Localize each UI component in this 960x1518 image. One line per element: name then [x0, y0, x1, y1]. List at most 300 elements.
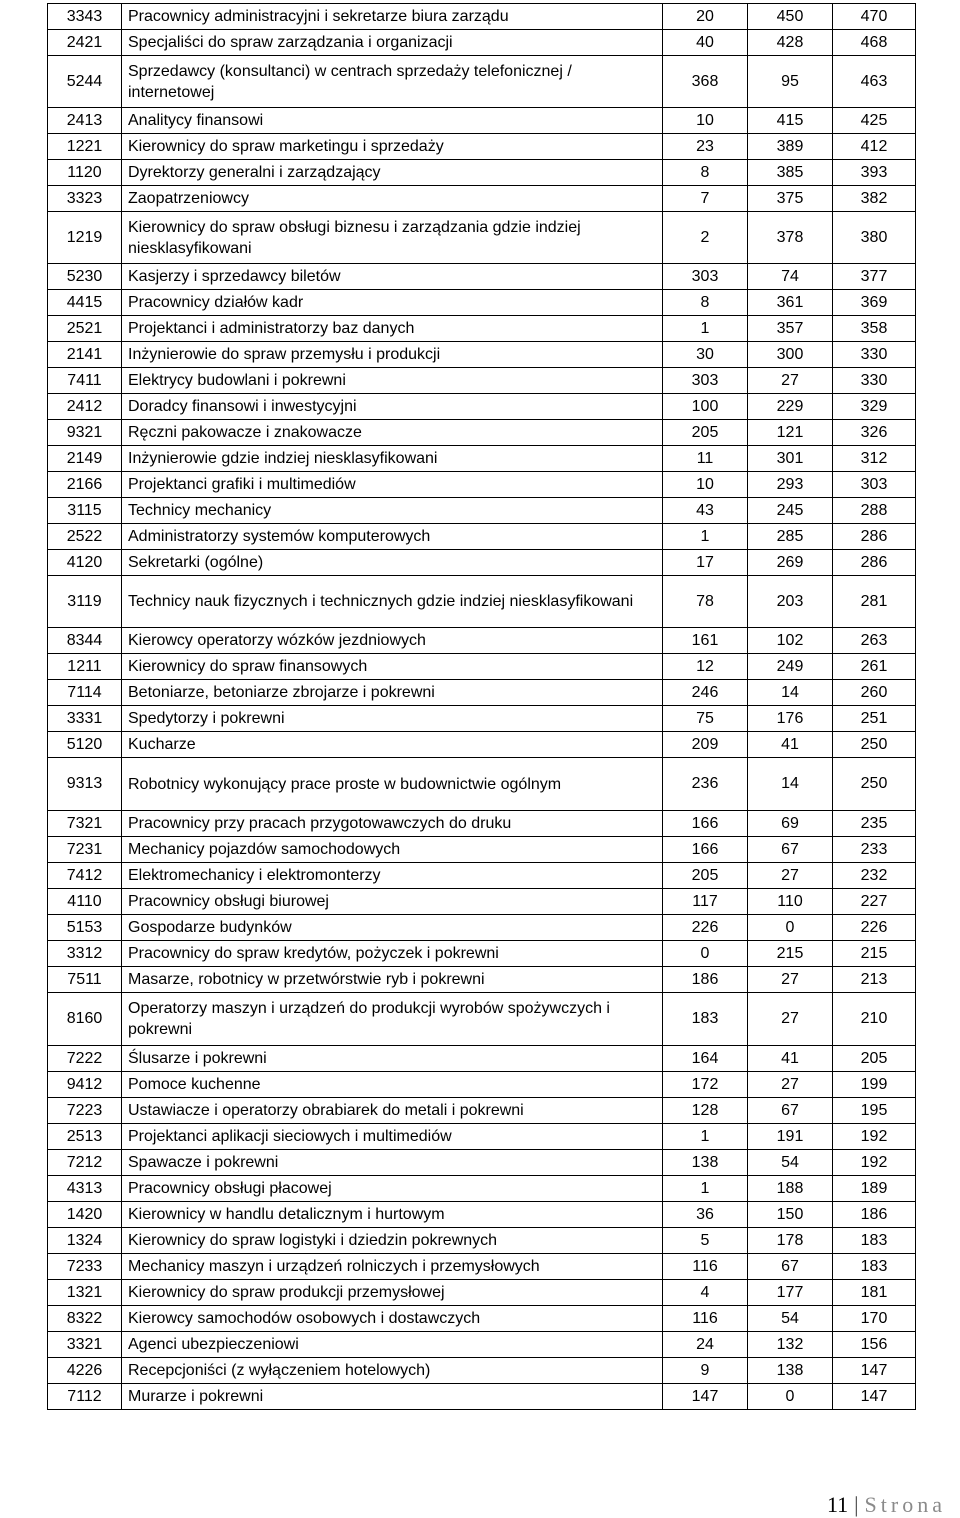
total-cell: 181	[833, 1280, 916, 1306]
value-b-cell: 14	[748, 758, 833, 811]
value-b-cell: 178	[748, 1228, 833, 1254]
value-a-cell: 236	[663, 758, 748, 811]
value-b-cell: 110	[748, 889, 833, 915]
value-a-cell: 100	[663, 394, 748, 420]
table-row	[48, 1306, 916, 1332]
value-a-cell: 7	[663, 186, 748, 212]
occupation-code-cell: 8344	[48, 628, 122, 654]
value-a-cell: 8	[663, 290, 748, 316]
page-footer	[827, 1492, 946, 1518]
occupations-table-body	[48, 4, 916, 1410]
value-b-cell: 95	[748, 56, 833, 108]
value-a-cell: 78	[663, 576, 748, 628]
occupation-code-cell: 2149	[48, 446, 122, 472]
value-b-cell: 74	[748, 264, 833, 290]
table-row	[48, 524, 916, 550]
value-a-cell: 147	[663, 1384, 748, 1410]
occupation-code-cell: 7511	[48, 967, 122, 993]
value-b-cell: 229	[748, 394, 833, 420]
occupation-name-cell: Ślusarze i pokrewni	[122, 1046, 663, 1072]
value-b-cell: 67	[748, 1254, 833, 1280]
total-cell: 189	[833, 1176, 916, 1202]
total-cell: 226	[833, 915, 916, 941]
total-cell: 286	[833, 550, 916, 576]
total-cell: 235	[833, 811, 916, 837]
total-cell: 186	[833, 1202, 916, 1228]
occupation-name-cell: Kierownicy do spraw logistyki i dziedzin pokrewnych	[122, 1228, 663, 1254]
table-row	[48, 394, 916, 420]
table-row	[48, 811, 916, 837]
total-cell: 425	[833, 108, 916, 134]
occupation-code-cell: 7231	[48, 837, 122, 863]
value-a-cell: 183	[663, 993, 748, 1046]
occupation-code-cell: 4415	[48, 290, 122, 316]
total-cell: 263	[833, 628, 916, 654]
value-a-cell: 75	[663, 706, 748, 732]
table-row	[48, 1358, 916, 1384]
table-row	[48, 967, 916, 993]
value-b-cell: 378	[748, 212, 833, 264]
occupation-code-cell: 1321	[48, 1280, 122, 1306]
value-a-cell: 186	[663, 967, 748, 993]
footer-page-word: Strona	[864, 1492, 946, 1517]
value-a-cell: 43	[663, 498, 748, 524]
total-cell: 261	[833, 654, 916, 680]
occupation-code-cell: 5230	[48, 264, 122, 290]
value-a-cell: 2	[663, 212, 748, 264]
occupation-code-cell: 3312	[48, 941, 122, 967]
value-b-cell: 27	[748, 1072, 833, 1098]
occupation-code-cell: 2421	[48, 30, 122, 56]
occupation-name-cell: Kierownicy do spraw marketingu i sprzedaży	[122, 134, 663, 160]
occupation-code-cell: 8160	[48, 993, 122, 1046]
value-a-cell: 36	[663, 1202, 748, 1228]
value-b-cell: 415	[748, 108, 833, 134]
value-b-cell: 121	[748, 420, 833, 446]
value-a-cell: 8	[663, 160, 748, 186]
total-cell: 251	[833, 706, 916, 732]
value-b-cell: 293	[748, 472, 833, 498]
table-row	[48, 1098, 916, 1124]
table-row	[48, 472, 916, 498]
value-a-cell: 368	[663, 56, 748, 108]
value-a-cell: 1	[663, 316, 748, 342]
occupation-code-cell: 9412	[48, 1072, 122, 1098]
value-a-cell: 303	[663, 264, 748, 290]
occupation-name-cell: Pracownicy obsługi płacowej	[122, 1176, 663, 1202]
value-b-cell: 191	[748, 1124, 833, 1150]
value-b-cell: 67	[748, 1098, 833, 1124]
occupation-code-cell: 4226	[48, 1358, 122, 1384]
occupation-name-cell: Ręczni pakowacze i znakowacze	[122, 420, 663, 446]
value-b-cell: 301	[748, 446, 833, 472]
table-row	[48, 160, 916, 186]
table-row	[48, 1228, 916, 1254]
value-a-cell: 205	[663, 863, 748, 889]
value-a-cell: 17	[663, 550, 748, 576]
value-b-cell: 138	[748, 1358, 833, 1384]
table-row	[48, 264, 916, 290]
occupation-name-cell: Administratorzy systemów komputerowych	[122, 524, 663, 550]
value-a-cell: 1	[663, 524, 748, 550]
total-cell: 183	[833, 1254, 916, 1280]
total-cell: 192	[833, 1150, 916, 1176]
value-a-cell: 20	[663, 4, 748, 30]
occupation-code-cell: 3115	[48, 498, 122, 524]
value-b-cell: 450	[748, 4, 833, 30]
total-cell: 260	[833, 680, 916, 706]
total-cell: 195	[833, 1098, 916, 1124]
value-b-cell: 14	[748, 680, 833, 706]
occupation-name-cell: Kasjerzy i sprzedawcy biletów	[122, 264, 663, 290]
table-row	[48, 1202, 916, 1228]
occupation-name-cell: Sekretarki (ogólne)	[122, 550, 663, 576]
occupation-name-cell: Projektanci grafiki i multimediów	[122, 472, 663, 498]
value-a-cell: 4	[663, 1280, 748, 1306]
value-b-cell: 27	[748, 993, 833, 1046]
total-cell: 380	[833, 212, 916, 264]
table-row	[48, 56, 916, 108]
occupation-code-cell: 1420	[48, 1202, 122, 1228]
occupation-code-cell: 5120	[48, 732, 122, 758]
table-row	[48, 446, 916, 472]
total-cell: 170	[833, 1306, 916, 1332]
value-b-cell: 54	[748, 1150, 833, 1176]
value-a-cell: 164	[663, 1046, 748, 1072]
occupation-name-cell: Spedytorzy i pokrewni	[122, 706, 663, 732]
occupation-code-cell: 2521	[48, 316, 122, 342]
occupation-name-cell: Technicy mechanicy	[122, 498, 663, 524]
occupation-name-cell: Pracownicy działów kadr	[122, 290, 663, 316]
total-cell: 377	[833, 264, 916, 290]
occupation-name-cell: Kierownicy do spraw finansowych	[122, 654, 663, 680]
table-row	[48, 212, 916, 264]
total-cell: 303	[833, 472, 916, 498]
value-b-cell: 150	[748, 1202, 833, 1228]
occupation-name-cell: Recepcjoniści (z wyłączeniem hotelowych)	[122, 1358, 663, 1384]
occupation-name-cell: Analitycy finansowi	[122, 108, 663, 134]
occupation-name-cell: Inżynierowie do spraw przemysłu i produkcji	[122, 342, 663, 368]
table-row	[48, 30, 916, 56]
occupation-code-cell: 7223	[48, 1098, 122, 1124]
occupation-name-cell: Mechanicy maszyn i urządzeń rolniczych i przemysłowych	[122, 1254, 663, 1280]
value-a-cell: 209	[663, 732, 748, 758]
occupation-code-cell: 2166	[48, 472, 122, 498]
occupation-name-cell: Gospodarze budynków	[122, 915, 663, 941]
table-row	[48, 4, 916, 30]
value-b-cell: 389	[748, 134, 833, 160]
value-b-cell: 215	[748, 941, 833, 967]
table-row	[48, 680, 916, 706]
table-row	[48, 863, 916, 889]
table-row	[48, 1384, 916, 1410]
table-row	[48, 1046, 916, 1072]
value-a-cell: 1	[663, 1124, 748, 1150]
occupation-code-cell: 3119	[48, 576, 122, 628]
value-b-cell: 67	[748, 837, 833, 863]
total-cell: 281	[833, 576, 916, 628]
occupation-code-cell: 7222	[48, 1046, 122, 1072]
value-a-cell: 161	[663, 628, 748, 654]
table-row	[48, 837, 916, 863]
value-a-cell: 0	[663, 941, 748, 967]
total-cell: 286	[833, 524, 916, 550]
total-cell: 470	[833, 4, 916, 30]
occupation-name-cell: Projektanci aplikacji sieciowych i multimediów	[122, 1124, 663, 1150]
occupation-name-cell: Sprzedawcy (konsultanci) w centrach sprzedaży telefonicznej / internetowej	[122, 56, 663, 108]
occupation-code-cell: 2513	[48, 1124, 122, 1150]
occupation-code-cell: 5244	[48, 56, 122, 108]
table-row	[48, 290, 916, 316]
occupation-code-cell: 7114	[48, 680, 122, 706]
table-row	[48, 576, 916, 628]
value-b-cell: 41	[748, 1046, 833, 1072]
total-cell: 227	[833, 889, 916, 915]
occupation-code-cell: 3343	[48, 4, 122, 30]
value-b-cell: 0	[748, 915, 833, 941]
occupation-name-cell: Pracownicy do spraw kredytów, pożyczek i pokrewni	[122, 941, 663, 967]
value-a-cell: 24	[663, 1332, 748, 1358]
total-cell: 288	[833, 498, 916, 524]
table-row	[48, 368, 916, 394]
occupation-name-cell: Ustawiacze i operatorzy obrabiarek do metali i pokrewni	[122, 1098, 663, 1124]
occupation-name-cell: Pracownicy przy pracach przygotowawczych do druku	[122, 811, 663, 837]
occupation-code-cell: 1219	[48, 212, 122, 264]
value-a-cell: 166	[663, 837, 748, 863]
value-a-cell: 10	[663, 108, 748, 134]
occupation-name-cell: Elektromechanicy i elektromonterzy	[122, 863, 663, 889]
table-row	[48, 1124, 916, 1150]
table-row	[48, 134, 916, 160]
total-cell: 250	[833, 758, 916, 811]
value-b-cell: 0	[748, 1384, 833, 1410]
occupation-code-cell: 3321	[48, 1332, 122, 1358]
occupation-code-cell: 2412	[48, 394, 122, 420]
value-b-cell: 361	[748, 290, 833, 316]
table-row	[48, 342, 916, 368]
occupation-name-cell: Betoniarze, betoniarze zbrojarze i pokrewni	[122, 680, 663, 706]
table-row	[48, 420, 916, 446]
occupation-name-cell: Inżynierowie gdzie indziej niesklasyfikowani	[122, 446, 663, 472]
value-a-cell: 246	[663, 680, 748, 706]
occupation-name-cell: Elektrycy budowlani i pokrewni	[122, 368, 663, 394]
value-a-cell: 226	[663, 915, 748, 941]
occupation-name-cell: Zaopatrzeniowcy	[122, 186, 663, 212]
value-a-cell: 166	[663, 811, 748, 837]
total-cell: 233	[833, 837, 916, 863]
occupation-code-cell: 2522	[48, 524, 122, 550]
occupation-code-cell: 7412	[48, 863, 122, 889]
table-row	[48, 889, 916, 915]
value-b-cell: 203	[748, 576, 833, 628]
occupation-name-cell: Kierowcy operatorzy wózków jezdniowych	[122, 628, 663, 654]
total-cell: 369	[833, 290, 916, 316]
table-row	[48, 498, 916, 524]
occupation-code-cell: 5153	[48, 915, 122, 941]
occupation-code-cell: 7233	[48, 1254, 122, 1280]
occupation-code-cell: 7411	[48, 368, 122, 394]
occupation-code-cell: 9313	[48, 758, 122, 811]
table-row	[48, 550, 916, 576]
occupation-code-cell: 8322	[48, 1306, 122, 1332]
occupation-name-cell: Masarze, robotnicy w przetwórstwie ryb i pokrewni	[122, 967, 663, 993]
value-b-cell: 41	[748, 732, 833, 758]
value-b-cell: 269	[748, 550, 833, 576]
total-cell: 147	[833, 1358, 916, 1384]
total-cell: 147	[833, 1384, 916, 1410]
value-a-cell: 30	[663, 342, 748, 368]
table-row	[48, 993, 916, 1046]
total-cell: 468	[833, 30, 916, 56]
occupation-code-cell: 2141	[48, 342, 122, 368]
value-b-cell: 27	[748, 863, 833, 889]
occupation-code-cell: 7112	[48, 1384, 122, 1410]
value-a-cell: 117	[663, 889, 748, 915]
value-a-cell: 10	[663, 472, 748, 498]
value-a-cell: 12	[663, 654, 748, 680]
value-a-cell: 205	[663, 420, 748, 446]
table-row	[48, 941, 916, 967]
total-cell: 210	[833, 993, 916, 1046]
value-b-cell: 428	[748, 30, 833, 56]
occupation-name-cell: Agenci ubezpieczeniowi	[122, 1332, 663, 1358]
total-cell: 329	[833, 394, 916, 420]
total-cell: 199	[833, 1072, 916, 1098]
value-a-cell: 116	[663, 1306, 748, 1332]
value-b-cell: 357	[748, 316, 833, 342]
total-cell: 330	[833, 342, 916, 368]
total-cell: 215	[833, 941, 916, 967]
total-cell: 330	[833, 368, 916, 394]
occupation-code-cell: 4110	[48, 889, 122, 915]
value-b-cell: 102	[748, 628, 833, 654]
value-b-cell: 385	[748, 160, 833, 186]
occupation-code-cell: 7212	[48, 1150, 122, 1176]
total-cell: 250	[833, 732, 916, 758]
occupation-name-cell: Spawacze i pokrewni	[122, 1150, 663, 1176]
value-a-cell: 1	[663, 1176, 748, 1202]
table-row	[48, 1280, 916, 1306]
occupation-code-cell: 1120	[48, 160, 122, 186]
occupation-name-cell: Doradcy finansowi i inwestycyjni	[122, 394, 663, 420]
value-a-cell: 128	[663, 1098, 748, 1124]
table-row	[48, 108, 916, 134]
value-b-cell: 300	[748, 342, 833, 368]
total-cell: 326	[833, 420, 916, 446]
value-a-cell: 138	[663, 1150, 748, 1176]
occupation-name-cell: Projektanci i administratorzy baz danych	[122, 316, 663, 342]
table-row	[48, 654, 916, 680]
occupation-name-cell: Kierownicy do spraw produkcji przemysłowej	[122, 1280, 663, 1306]
occupation-code-cell: 3331	[48, 706, 122, 732]
value-a-cell: 172	[663, 1072, 748, 1098]
table-row	[48, 316, 916, 342]
occupation-name-cell: Technicy nauk fizycznych i technicznych gdzie indziej niesklasyfikowani	[122, 576, 663, 628]
occupation-name-cell: Robotnicy wykonujący prace proste w budownictwie ogólnym	[122, 758, 663, 811]
footer-separator: |	[854, 1492, 859, 1517]
occupation-name-cell: Specjaliści do spraw zarządzania i organizacji	[122, 30, 663, 56]
occupation-name-cell: Murarze i pokrewni	[122, 1384, 663, 1410]
value-b-cell: 245	[748, 498, 833, 524]
value-b-cell: 54	[748, 1306, 833, 1332]
total-cell: 183	[833, 1228, 916, 1254]
total-cell: 156	[833, 1332, 916, 1358]
table-row	[48, 1176, 916, 1202]
occupation-name-cell: Pracownicy administracyjni i sekretarze biura zarządu	[122, 4, 663, 30]
table-row	[48, 706, 916, 732]
value-b-cell: 375	[748, 186, 833, 212]
value-a-cell: 40	[663, 30, 748, 56]
value-b-cell: 188	[748, 1176, 833, 1202]
table-row	[48, 732, 916, 758]
total-cell: 382	[833, 186, 916, 212]
value-a-cell: 116	[663, 1254, 748, 1280]
occupation-name-cell: Pomoce kuchenne	[122, 1072, 663, 1098]
total-cell: 205	[833, 1046, 916, 1072]
value-b-cell: 176	[748, 706, 833, 732]
table-row	[48, 1072, 916, 1098]
value-a-cell: 23	[663, 134, 748, 160]
occupation-code-cell: 3323	[48, 186, 122, 212]
occupation-code-cell: 1211	[48, 654, 122, 680]
value-a-cell: 9	[663, 1358, 748, 1384]
occupation-name-cell: Kierownicy do spraw obsługi biznesu i zarządzania gdzie indziej niesklasyfikowani	[122, 212, 663, 264]
total-cell: 358	[833, 316, 916, 342]
table-row	[48, 628, 916, 654]
table-row	[48, 1150, 916, 1176]
occupations-table	[47, 3, 916, 1410]
value-b-cell: 132	[748, 1332, 833, 1358]
table-row	[48, 1332, 916, 1358]
occupation-name-cell: Mechanicy pojazdów samochodowych	[122, 837, 663, 863]
value-b-cell: 285	[748, 524, 833, 550]
occupation-code-cell: 4120	[48, 550, 122, 576]
total-cell: 312	[833, 446, 916, 472]
value-a-cell: 303	[663, 368, 748, 394]
value-a-cell: 11	[663, 446, 748, 472]
occupation-code-cell: 2413	[48, 108, 122, 134]
occupation-code-cell: 9321	[48, 420, 122, 446]
value-b-cell: 249	[748, 654, 833, 680]
occupation-name-cell: Kierowcy samochodów osobowych i dostawczych	[122, 1306, 663, 1332]
occupation-name-cell: Kierownicy w handlu detalicznym i hurtowym	[122, 1202, 663, 1228]
total-cell: 463	[833, 56, 916, 108]
table-row	[48, 1254, 916, 1280]
occupation-name-cell: Pracownicy obsługi biurowej	[122, 889, 663, 915]
total-cell: 232	[833, 863, 916, 889]
total-cell: 412	[833, 134, 916, 160]
occupation-code-cell: 4313	[48, 1176, 122, 1202]
value-a-cell: 5	[663, 1228, 748, 1254]
occupation-code-cell: 1221	[48, 134, 122, 160]
value-b-cell: 177	[748, 1280, 833, 1306]
total-cell: 192	[833, 1124, 916, 1150]
occupation-name-cell: Dyrektorzy generalni i zarządzający	[122, 160, 663, 186]
table-row	[48, 758, 916, 811]
value-b-cell: 69	[748, 811, 833, 837]
table-row	[48, 915, 916, 941]
occupation-name-cell: Kucharze	[122, 732, 663, 758]
table-row	[48, 186, 916, 212]
page-number: 11	[826, 1492, 849, 1517]
occupation-code-cell: 7321	[48, 811, 122, 837]
value-b-cell: 27	[748, 368, 833, 394]
total-cell: 213	[833, 967, 916, 993]
value-b-cell: 27	[748, 967, 833, 993]
total-cell: 393	[833, 160, 916, 186]
occupation-code-cell: 1324	[48, 1228, 122, 1254]
occupation-name-cell: Operatorzy maszyn i urządzeń do produkcji wyrobów spożywczych i pokrewni	[122, 993, 663, 1046]
